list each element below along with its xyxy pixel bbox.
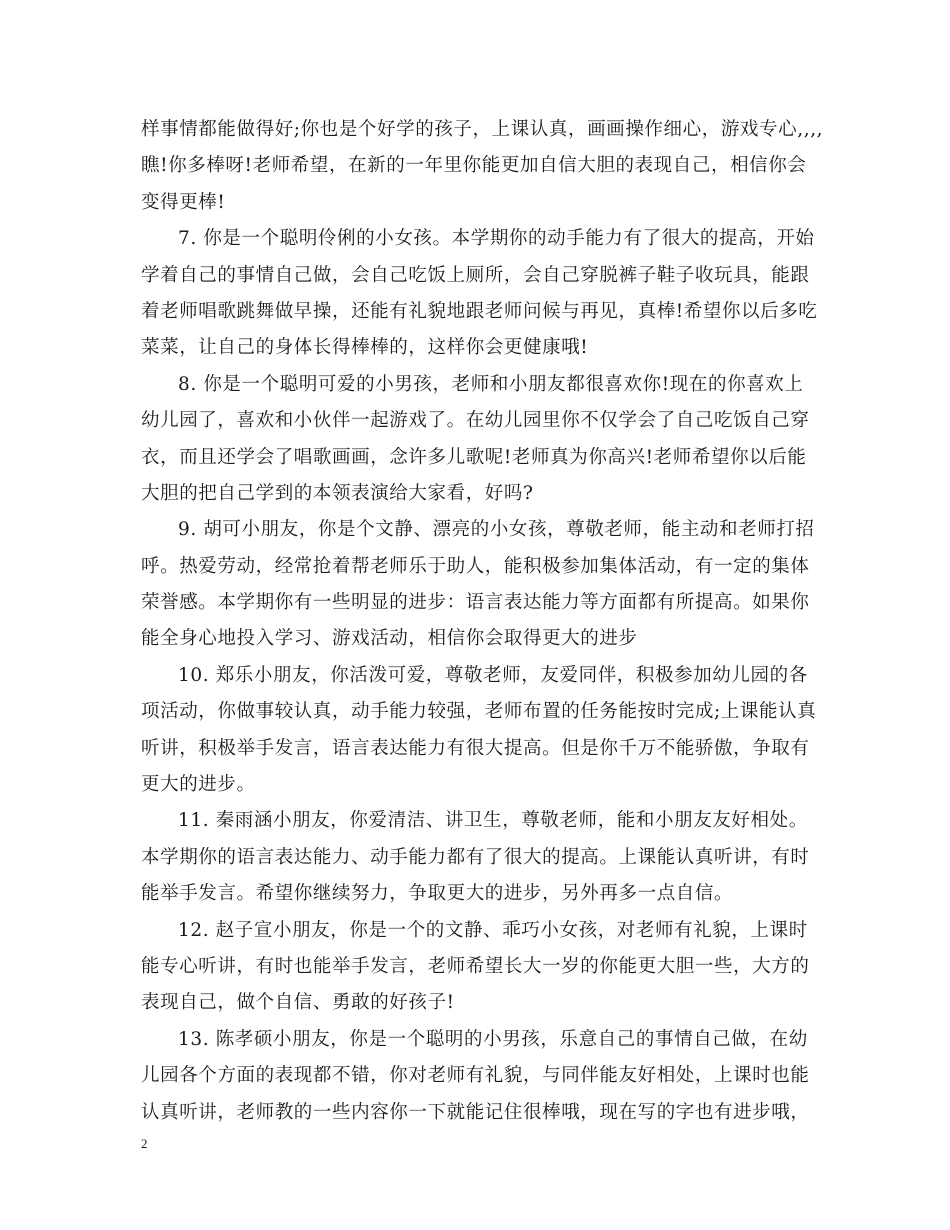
text-line: 项活动，你做事较认真，动手能力较强，老师布置的任务能按时完成;上课能认真 xyxy=(141,701,817,723)
text-line: 儿园各个方面的表现都不错，你对老师有礼貌，与同伴能友好相处，上课时也能 xyxy=(141,1065,810,1087)
text-line: 表现自己，做个自信、勇敢的好孩子! xyxy=(141,992,455,1014)
text-line: 认真听讲，老师教的一些内容你一下就能记住很棒哦，现在写的字也有进步哦， xyxy=(141,1101,810,1123)
text-line: 大胆的把自己学到的本领表演给大家看，好吗? xyxy=(141,482,534,504)
text-line: 能全身心地投入学习、游戏活动，相信你会取得更大的进步 xyxy=(141,628,638,650)
document-body xyxy=(141,112,824,1131)
text-line: 能举手发言。希望你继续努力，争取更大的进步，另外再多一点自信。 xyxy=(141,883,734,905)
text-line: 变得更棒! xyxy=(141,191,226,213)
text-line: 本学期你的语言表达能力、动手能力都有了很大的提高。上课能认真听讲，有时 xyxy=(141,846,810,868)
text-line: 菜菜，让自己的身体长得棒棒的，这样你会更健康哦! xyxy=(141,337,589,359)
paragraph-11-start: 11. 秦雨涵小朋友，你爱清洁、讲卫生，尊敬老师，能和小朋友友好相处。 xyxy=(178,810,808,832)
paragraph-8-start: 8. 你是一个聪明可爱的小男孩，老师和小朋友都很喜欢你!现在的你喜欢上 xyxy=(178,373,804,395)
paragraph-10-start: 10. 郑乐小朋友，你活泼可爱，尊敬老师，友爱同伴，积极参加幼儿园的各 xyxy=(178,664,808,686)
text-line: 能专心听讲，有时也能举手发言，老师希望长大一岁的你能更大胆一些，大方的 xyxy=(141,955,810,977)
text-line: 样事情都能做得好;你也是个好学的孩子，上课认真，画画操作细心，游戏专心,,,, xyxy=(141,119,824,140)
text-line: 着老师唱歌跳舞做早操，还能有礼貌地跟老师问候与再见，真棒!希望你以后多吃 xyxy=(141,300,818,322)
page-number: 2 xyxy=(141,1136,148,1151)
paragraph-9-start: 9. 胡可小朋友，你是个文静、漂亮的小女孩，尊敬老师，能主动和老师打招 xyxy=(178,519,815,541)
text-line: 衣，而且还学会了唱歌画画，念许多儿歌呢!老师真为你高兴!老师希望你以后能 xyxy=(141,446,807,468)
paragraph-7-start: 7. 你是一个聪明伶俐的小女孩。本学期你的动手能力有了很大的提高，开始 xyxy=(178,228,815,250)
text-line: 更大的进步。 xyxy=(141,774,256,796)
text-line: 呼。热爱劳动，经常抢着帮老师乐于助人，能积极参加集体活动，有一定的集体 xyxy=(141,555,810,577)
text-line: 荣誉感。本学期你有一些明显的进步：语言表达能力等方面都有所提高。如果你 xyxy=(141,592,810,614)
text-line: 幼儿园了，喜欢和小伙伴一起游戏了。在幼儿园里你不仅学会了自己吃饭自己穿 xyxy=(141,410,810,432)
text-line: 瞧!你多棒呀!老师希望，在新的一年里你能更加自信大胆的表现自己，相信你会 xyxy=(141,155,807,177)
text-line: 学着自己的事情自己做，会自己吃饭上厕所，会自己穿脱裤子鞋子收玩具，能跟 xyxy=(141,264,810,286)
paragraph-12-start: 12. 赵子宣小朋友，你是一个的文静、乖巧小女孩，对老师有礼貌，上课时 xyxy=(178,919,808,941)
paragraph-13-start: 13. 陈孝硕小朋友，你是一个聪明的小男孩，乐意自己的事情自己做，在幼 xyxy=(178,1028,808,1050)
text-line: 听讲，积极举手发言，语言表达能力有很大提高。但是你千万不能骄傲，争取有 xyxy=(141,737,810,759)
